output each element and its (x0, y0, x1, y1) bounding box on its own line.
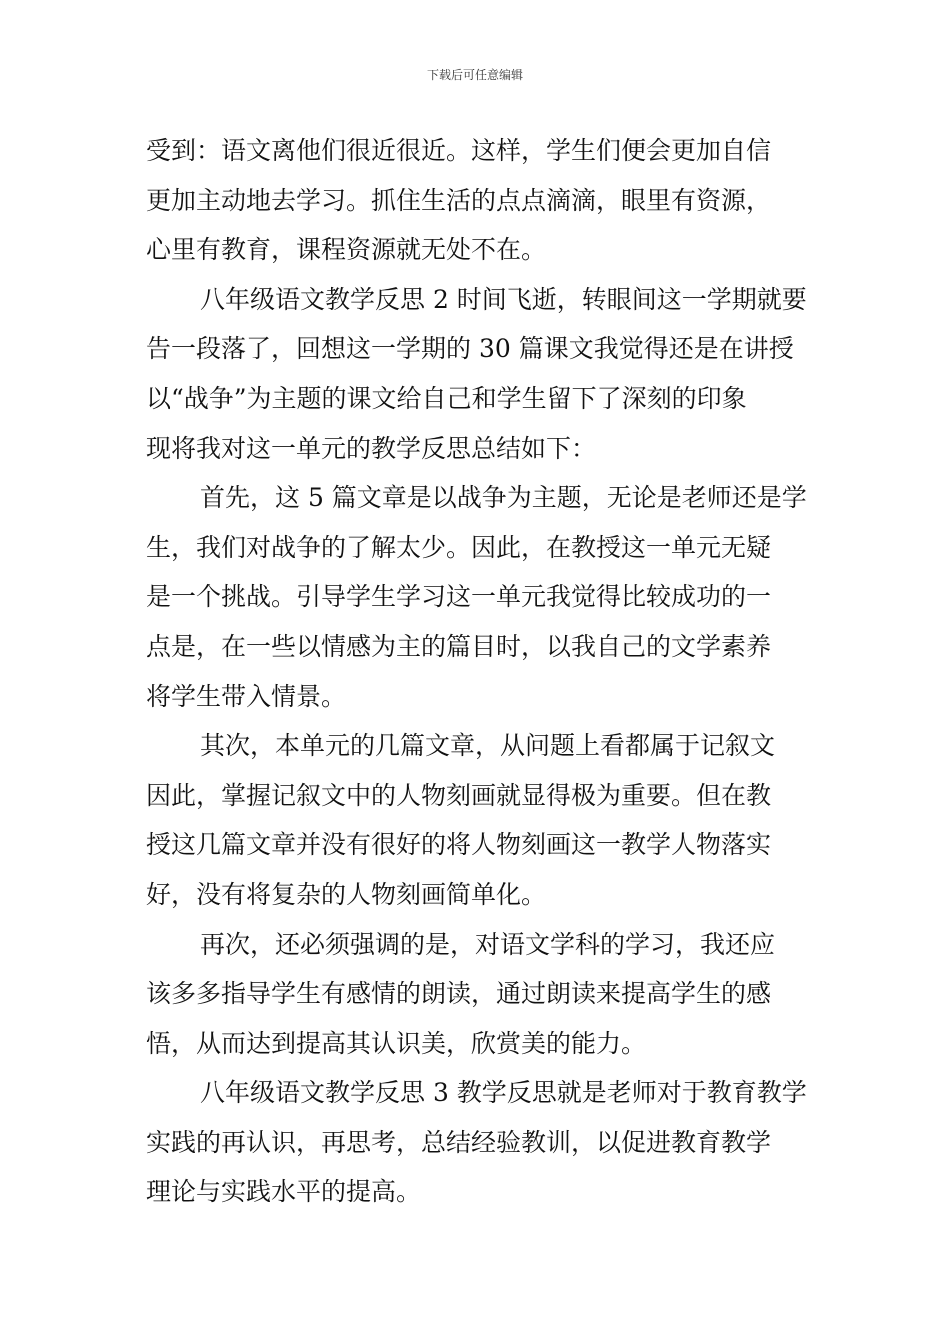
text-line: 八年级语文教学反思 3 教学反思就是老师对于教育教学 (200, 1078, 807, 1108)
text-line: 生，我们对战争的了解太少。因此，在教授这一单元无疑 (146, 532, 772, 562)
text-line: 点是，在一些以情感为主的篇目时，以我自己的文学素养 (146, 631, 772, 661)
text-line: 理论与实践水平的提高。 (146, 1177, 422, 1207)
text-line: 好，没有将复杂的人物刻画简单化。 (146, 879, 547, 909)
text-line: 实践的再认识，再思考，总结经验教训，以促进教育教学 (146, 1127, 772, 1157)
text-line: 再次，还必须强调的是，对语文学科的学习，我还应 (200, 929, 776, 959)
text-line: 该多多指导学生有感情的朗读，通过朗读来提高学生的感 (146, 979, 772, 1009)
text-line: 更加主动地去学习。抓住生活的点点滴滴，眼里有资源， (146, 185, 772, 215)
body-text (146, 126, 816, 1217)
text-line: 是一个挑战。引导学生学习这一单元我觉得比较成功的一 (146, 582, 772, 612)
page-header: 下载后可任意编辑 (426, 68, 523, 82)
text-line: 授这几篇文章并没有很好的将人物刻画这一教学人物落实 (146, 830, 772, 860)
text-line: 受到：语文离他们很近很近。这样，学生们便会更加自信 (146, 136, 772, 165)
text-line: 首先，这 5 篇文章是以战争为主题，无论是老师还是学 (200, 483, 807, 513)
text-line: 八年级语文教学反思 2 时间飞逝，转眼间这一学期就要 (200, 284, 807, 314)
text-line: 现将我对这一单元的教学反思总结如下： (146, 433, 597, 463)
text-line: 其次，本单元的几篇文章，从问题上看都属于记叙文 (200, 731, 776, 761)
text-line: 心里有教育，课程资源就无处不在。 (146, 235, 547, 265)
text-line: 以“战争”为主题的课文给自己和学生留下了深刻的印象 (146, 383, 747, 413)
text-line: 将学生带入情景。 (146, 681, 347, 711)
text-line: 因此，掌握记叙文中的人物刻画就显得极为重要。但在教 (146, 780, 772, 810)
text-line: 告一段落了，回想这一学期的 30 篇课文我觉得还是在讲授 (146, 334, 794, 364)
text-line: 悟，从而达到提高其认识美，欣赏美的能力。 (146, 1028, 647, 1058)
